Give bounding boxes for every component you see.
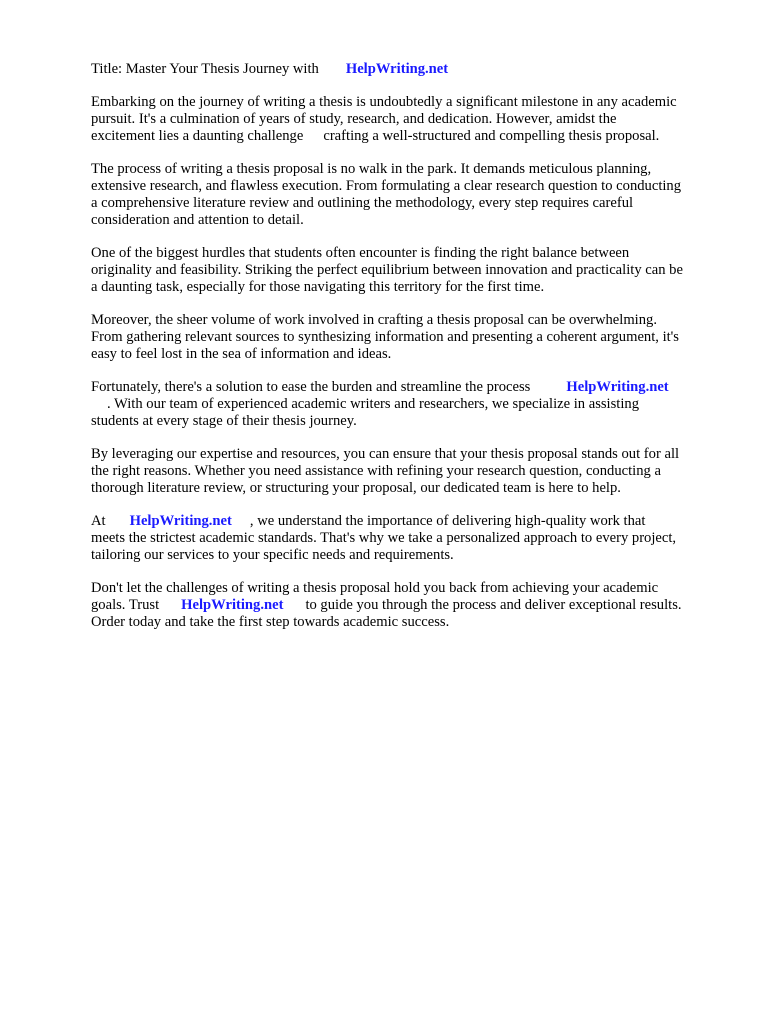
paragraph-line: the right reasons. Whether you need assistance with refining your research question, conducting a (91, 463, 661, 479)
paragraph-line: students at every stage of their thesis journey. (91, 413, 357, 429)
helpwriting-link[interactable]: HelpWriting.net (181, 597, 284, 613)
paragraph-line: goals. Trust (91, 597, 160, 613)
helpwriting-link[interactable]: HelpWriting.net (345, 61, 449, 77)
paragraph-line: meets the strictest academic standards. That's why we take a personalized approach to every project, (91, 530, 677, 546)
paragraph-line: easy to feel lost in the sea of information and ideas. (91, 346, 392, 362)
paragraph-line: excitement lies a daunting challenge (91, 128, 304, 144)
paragraph-line: extensive research, and flawless execution. From formulating a clear research question to conducting (91, 178, 682, 194)
paragraph-line: At (91, 513, 106, 529)
paragraph-call-to-action (91, 580, 731, 631)
paragraph-line: One of the biggest hurdles that students often encounter is finding the right balance between (91, 245, 630, 261)
paragraph-line: a daunting task, especially for those navigating this territory for the first time. (91, 279, 545, 295)
paragraph-commitment (91, 513, 731, 564)
paragraph-line: to guide you through the process and deliver exceptional results. (305, 597, 682, 613)
paragraph-line: Embarking on the journey of writing a thesis is undoubtedly a significant milestone in any academic (91, 94, 677, 110)
paragraph-line: originality and feasibility. Striking the perfect equilibrium between innovation and practicality can be (91, 262, 683, 278)
document-body (91, 61, 731, 647)
paragraph-process (91, 161, 731, 229)
paragraph-line: crafting a well-structured and compelling thesis proposal. (323, 128, 660, 144)
paragraph-hurdles (91, 245, 731, 296)
paragraph-line: Moreover, the sheer volume of work involved in crafting a thesis proposal can be overwhelming. (91, 312, 657, 328)
paragraph-line: consideration and attention to detail. (91, 212, 304, 228)
paragraph-line: . With our team of experienced academic writers and researchers, we specialize in assisting (107, 396, 639, 412)
paragraph-line: Fortunately, there's a solution to ease the burden and streamline the process (91, 379, 531, 395)
paragraph-line: tailoring our services to your specific needs and requirements. (91, 547, 454, 563)
paragraph-line: The process of writing a thesis proposal is no walk in the park. It demands meticulous planning, (91, 161, 652, 177)
paragraph-volume (91, 312, 731, 363)
paragraph-expertise (91, 446, 731, 497)
paragraph-intro (91, 94, 731, 145)
paragraph-line: pursuit. It's a culmination of years of study, research, and dedication. However, amidst the (91, 111, 617, 127)
paragraph-line: From gathering relevant sources to synthesizing information and presenting a coherent argument, it's (91, 329, 679, 345)
paragraph-line: By leveraging our expertise and resources, you can ensure that your thesis proposal stands out for all (91, 446, 680, 462)
paragraph-line: a comprehensive literature review and outlining the methodology, every step requires careful (91, 195, 634, 211)
paragraph-line: thorough literature review, or structuring your proposal, our dedicated team is here to help. (91, 480, 621, 496)
document-title (91, 61, 731, 78)
paragraph-line: , we understand the importance of delivering high-quality work that (249, 513, 646, 529)
paragraph-line: Don't let the challenges of writing a thesis proposal hold you back from achieving your academic (91, 580, 659, 596)
title-text: Title: Master Your Thesis Journey with (91, 61, 319, 77)
helpwriting-link[interactable]: HelpWriting.net (129, 513, 232, 529)
paragraph-solution (91, 379, 731, 430)
paragraph-line: Order today and take the first step towards academic success. (91, 614, 450, 630)
helpwriting-link[interactable]: HelpWriting.net (566, 379, 669, 395)
